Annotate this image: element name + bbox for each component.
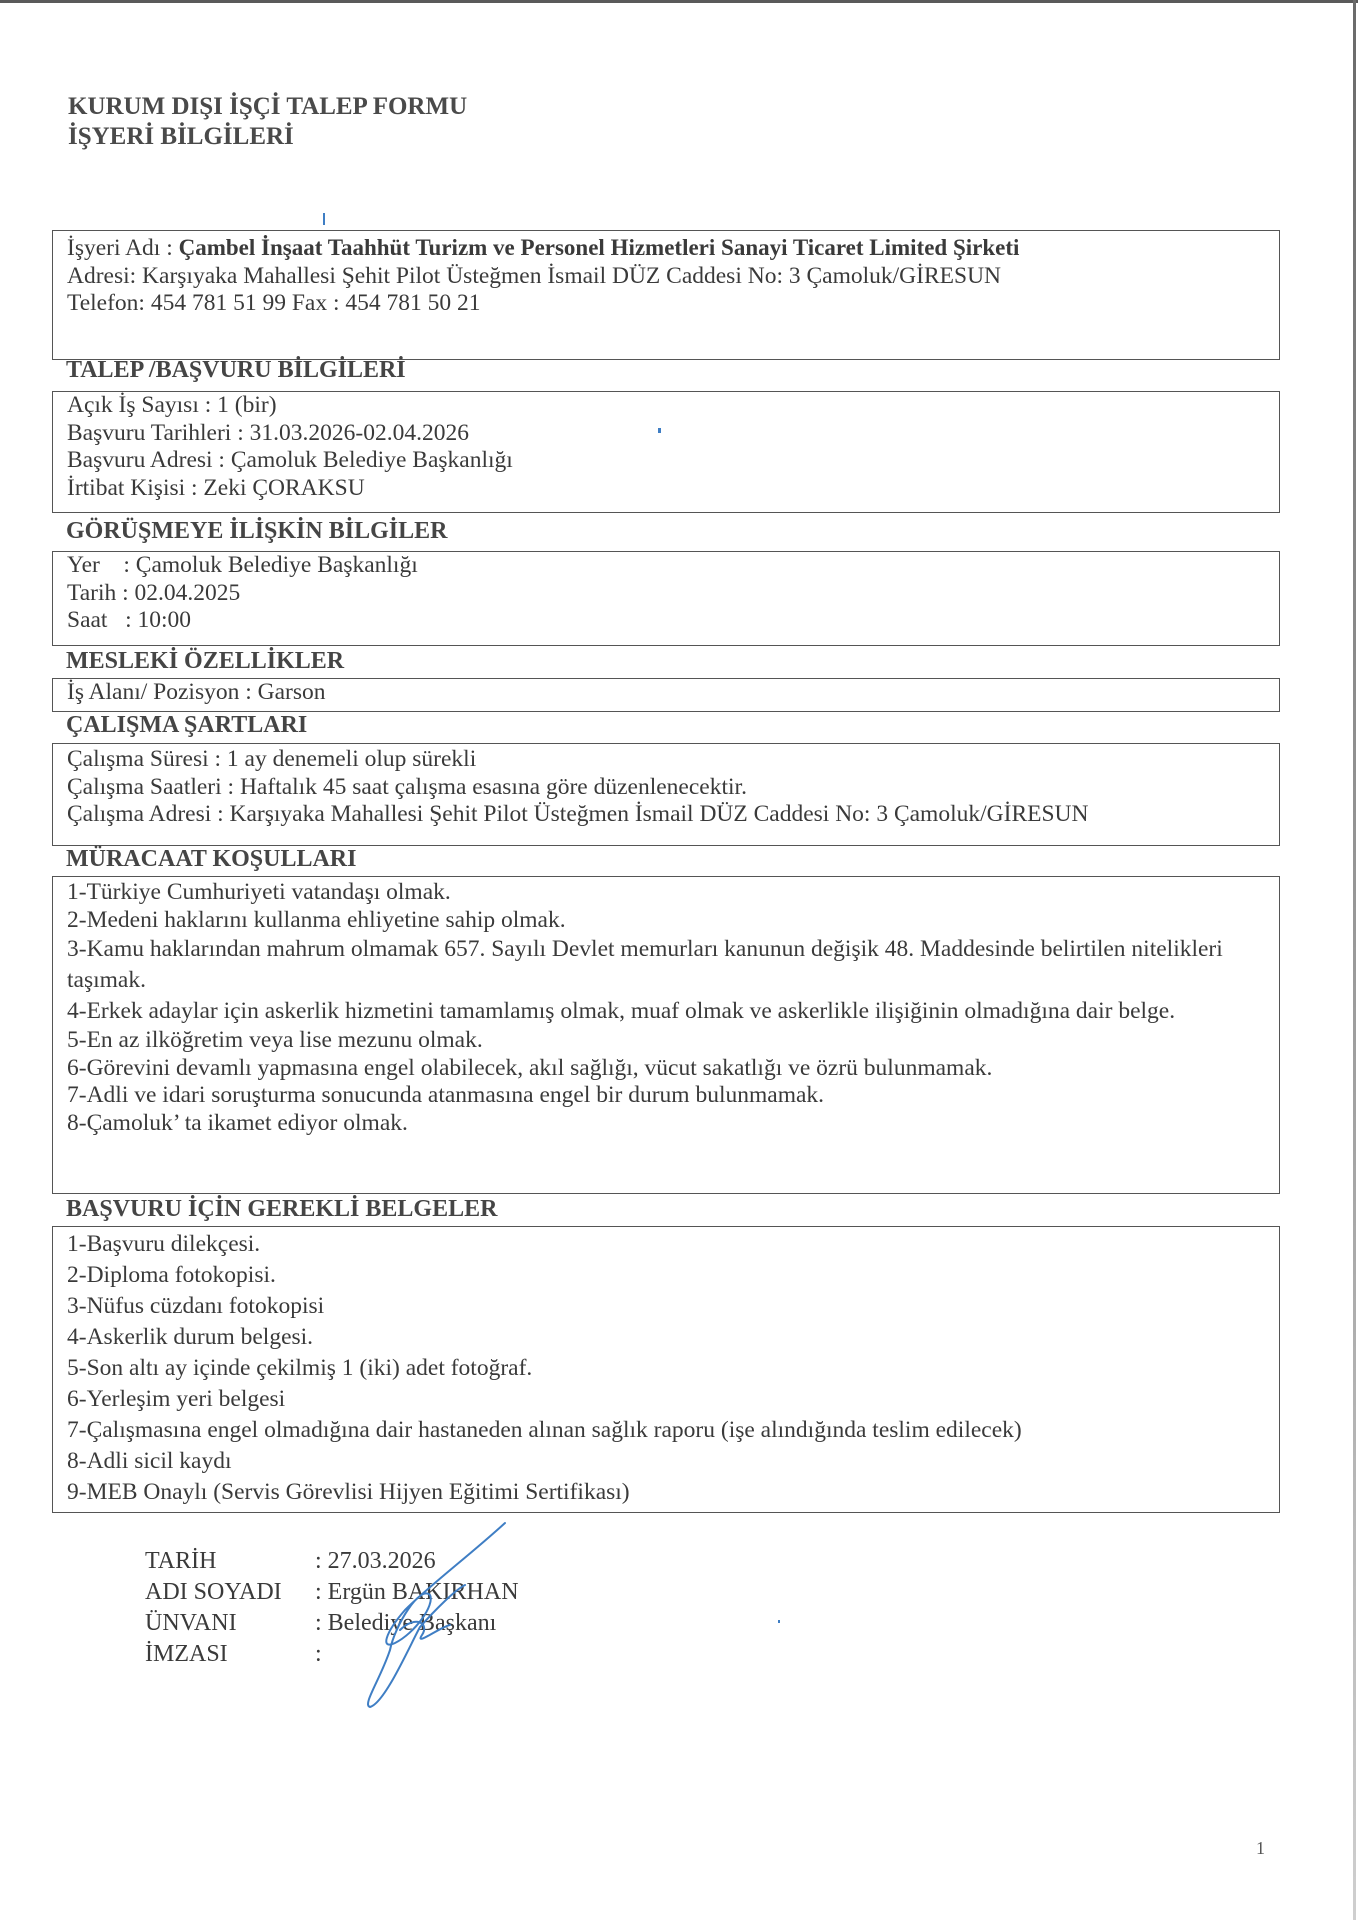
contact-person: İrtibat Kişisi : Zeki ÇORAKSU [67,474,365,501]
interview-date: Tarih : 02.04.2025 [67,579,241,606]
interview-box [52,551,1280,646]
sig-title-value: : Belediye Başkanı [315,1610,497,1636]
interview-heading: GÖRÜŞMEYE İLİŞKİN BİLGİLER [66,518,448,544]
working-hours: Çalışma Saatleri : Haftalık 45 saat çalışma esasına göre düzenlenecektir. [67,773,747,800]
requirements-box [52,876,1280,1194]
sig-date-value: : 27.03.2026 [315,1548,436,1574]
sig-signature-label: İMZASI [145,1641,228,1667]
interview-time: Saat : 10:00 [67,607,192,633]
sig-title-label: ÜNVANI [145,1610,237,1636]
requirement-item: 6-Görevini devamlı yapmasına engel olabilecek, akıl sağlığı, vücut sakatlığı ve özrü bulunmamak. [67,1054,993,1081]
requirement-item: 4-Erkek adaylar için askerlik hizmetini tamamlamış olmak, muaf olmak ve askerlikle ilişiğinin olmadığına dair belge. [67,998,1176,1024]
open-positions: Açık İş Sayısı : 1 (bir) [67,392,277,418]
application-heading: TALEP /BAŞVURU BİLGİLERİ [66,357,406,383]
requirements-heading: MÜRACAAT KOŞULLARI [66,846,357,872]
signature-flourish [400,1622,450,1639]
requirement-item: 5-En az ilköğretim veya lise mezunu olmak. [67,1027,483,1053]
pen-mark [778,1620,780,1623]
form-title: KURUM DIŞI İŞÇİ TALEP FORMU [68,93,468,120]
document-item: 4-Askerlik durum belgesi. [67,1324,314,1350]
documents-heading: BAŞVURU İÇİN GEREKLİ BELGELER [66,1196,498,1222]
document-item: 5-Son altı ay içinde çekilmiş 1 (iki) adet fotoğraf. [67,1355,533,1381]
workplace-name-row [53,234,1279,263]
document-item: 7-Çalışmasına engel olmadığına dair hastaneden alınan sağlık raporu (işe alındığında teslim edilecek) [67,1417,1022,1443]
requirement-item: 7-Adli ve idari soruşturma sonucunda atanmasına engel bir durum bulunmamak. [67,1082,825,1108]
pen-mark [323,213,325,225]
pen-mark [658,428,661,433]
occupation-heading: MESLEKİ ÖZELLİKLER [66,648,345,674]
job-position: İş Alanı/ Pozisyon : Garson [67,679,326,705]
requirement-item: 8-Çamoluk’ ta ikamet ediyor olmak. [67,1109,408,1136]
requirement-item: 3-Kamu haklarından mahrum olmamak 657. Sayılı Devlet memurları kanunun değişik 48. Maddesinde belirtilen nitelikleri taşımak. [67,936,1223,993]
working-address: Çalışma Adresi : Karşıyaka Mahallesi Şehit Pilot Üsteğmen İsmail DÜZ Caddesi No: 3 Çamoluk/GİRESUN [67,801,1089,827]
document-item: 6-Yerleşim yeri belgesi [67,1386,286,1412]
working-conditions-heading: ÇALIŞMA ŞARTLARI [66,712,308,738]
workplace-name-label: İşyeri Adı : [67,235,173,261]
occupation-box [52,678,1280,712]
workplace-info-box [52,230,1280,360]
document-item: 3-Nüfus cüzdanı fotokopisi [67,1293,325,1319]
document-item: 9-MEB Onaylı (Servis Görevlisi Hijyen Eğitimi Sertifikası) [67,1479,630,1505]
workplace-phone-fax: Telefon: 454 781 51 99 Fax : 454 781 50 21 [67,290,481,316]
workplace-address: Adresi: Karşıyaka Mahallesi Şehit Pilot Üsteğmen İsmail DÜZ Caddesi No: 3 Çamoluk/GİRESUN [67,262,1002,289]
working-conditions-box [52,743,1280,846]
page-number: 1 [1256,1838,1265,1858]
scan-edge-right [1353,0,1356,1920]
signature-stroke [368,1523,505,1707]
application-address: Başvuru Adresi : Çamoluk Belediye Başkanlığı [67,447,513,473]
interview-place: Yer : Çamoluk Belediye Başkanlığı [67,552,418,578]
requirement-item: 1-Türkiye Cumhuriyeti vatandaşı olmak. [67,879,451,905]
application-dates: Başvuru Tarihleri : 31.03.2026-02.04.2026 [67,419,469,446]
sig-name-value: : Ergün BAKIRHAN [315,1579,519,1605]
scan-edge-top [0,0,1358,3]
sig-signature-value: : [315,1641,322,1667]
requirement-item: 2-Medeni haklarını kullanma ehliyetine sahip olmak. [67,906,566,933]
document-item: 1-Başvuru dilekçesi. [67,1231,261,1257]
workplace-name-value: Çambel İnşaat Taahhüt Turizm ve Personel Hizmetleri Sanayi Ticaret Limited Şirketi [178,235,1020,260]
handwritten-signature-icon [350,1515,520,1715]
document-item: 2-Diploma fotokopisi. [67,1262,276,1288]
form-subtitle: İŞYERİ BİLGİLERİ [68,123,294,150]
sig-date-label: TARİH [145,1548,217,1574]
sig-name-label: ADI SOYADI [145,1579,282,1605]
documents-box [52,1226,1280,1513]
document-item: 8-Adli sicil kaydı [67,1448,232,1474]
working-duration: Çalışma Süresi : 1 ay denemeli olup sürekli [67,746,477,772]
form-header [68,92,467,152]
application-box [52,391,1280,513]
